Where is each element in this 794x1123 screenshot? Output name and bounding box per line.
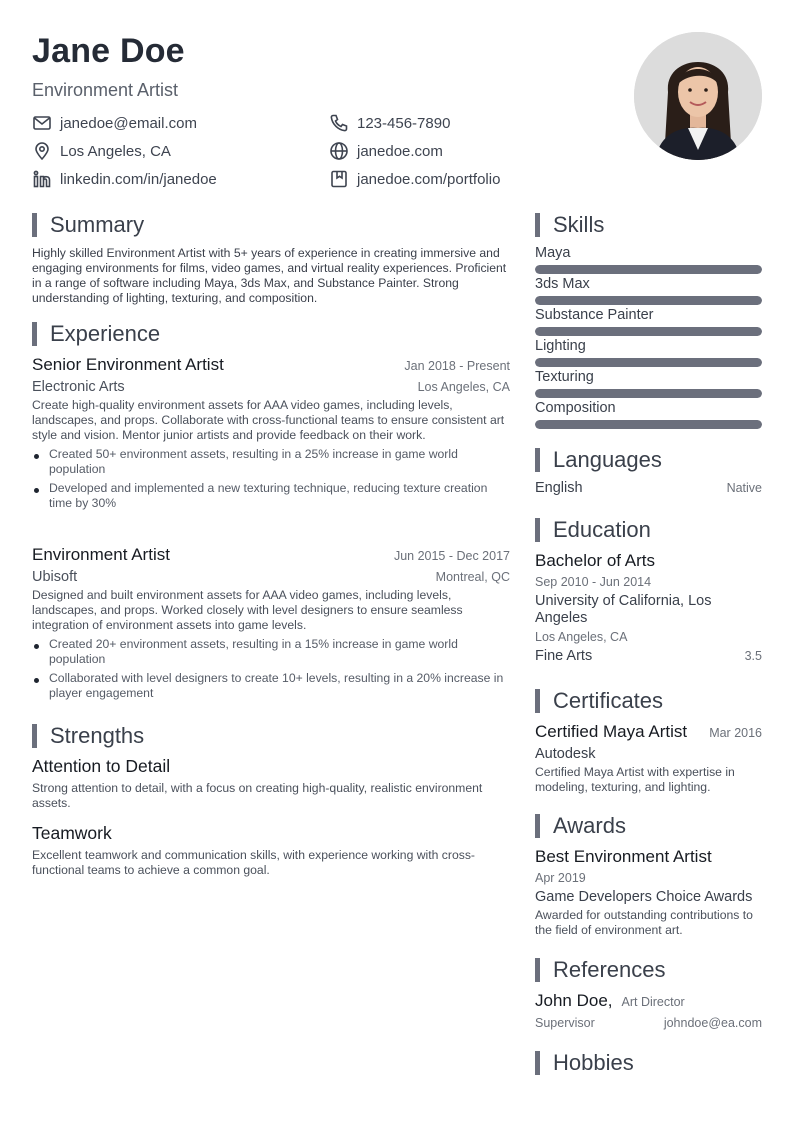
skill-name: Maya (535, 245, 571, 261)
heading-accent-bar (32, 322, 37, 346)
heading-accent-bar (32, 724, 37, 748)
reference-email[interactable]: johndoe@ea.com (663, 1016, 762, 1030)
job-bullet: Created 20+ environment assets, resulting in a 15% increase in game world population (32, 637, 510, 667)
strength-title: Attention to Detail (32, 756, 171, 776)
email-text: janedoe@email.com (60, 114, 197, 132)
globe-icon (329, 141, 349, 161)
linkedin-icon (32, 169, 52, 189)
award-entry (535, 847, 762, 938)
job-bullets (32, 447, 510, 511)
language-item (535, 480, 762, 496)
contact-linkedin[interactable] (32, 169, 217, 189)
certificate-entry (535, 722, 762, 795)
skill-level-fill (535, 296, 762, 305)
candidate-name: Jane Doe (32, 32, 185, 70)
skills-heading-text: Skills (553, 212, 605, 237)
skill-item (535, 276, 762, 307)
skill-level-fill (535, 389, 762, 398)
languages-heading-text: Languages (553, 447, 662, 472)
skill-item (535, 338, 762, 369)
job-bullet: Created 50+ environment assets, resulting in a 25% increase in game world population (32, 447, 510, 477)
skill-bar (535, 327, 762, 336)
job-bullet: Developed and implemented a new texturing technique, reducing texture creation time by 30% (32, 481, 510, 511)
language-level: Native (726, 481, 762, 495)
awards-heading-text: Awards (553, 813, 626, 838)
strength-title: Teamwork (32, 823, 112, 843)
education-heading (535, 517, 651, 543)
heading-accent-bar (535, 518, 540, 542)
skill-bar (535, 265, 762, 274)
heading-accent-bar (32, 213, 37, 237)
contact-location (32, 141, 171, 161)
strength-item (32, 756, 510, 811)
phone-icon (329, 113, 349, 133)
skill-item (535, 245, 762, 276)
certificate-text: Certified Maya Artist with expertise in modeling, texturing, and lighting. (535, 765, 735, 794)
awards-heading (535, 813, 626, 839)
job-date: Jan 2018 - Present (404, 359, 510, 373)
skill-level-fill (535, 327, 762, 336)
linkedin-text: linkedin.com/in/janedoe (60, 170, 217, 188)
heading-accent-bar (535, 213, 540, 237)
job-company: Electronic Arts (32, 379, 125, 395)
contact-phone[interactable] (329, 113, 450, 133)
skill-bar (535, 389, 762, 398)
language-name: English (535, 480, 583, 496)
summary-text: Highly skilled Environment Artist with 5+ years of experience in creating immersive and engaging environments for films, video games, and virtual reality experiences. Proficient in a range of software including Maya, 3ds Max, and Substance Painter. Strong understanding of lighting, texturing, and composition. (32, 246, 507, 305)
education-entry (535, 551, 762, 664)
hobbies-heading-text: Hobbies (553, 1050, 634, 1075)
skill-level-fill (535, 358, 762, 367)
reference-name: John Doe, (535, 991, 613, 1010)
field-of-study: Fine Arts (535, 648, 593, 664)
strength-text: Excellent teamwork and communication skills, with experience working with cross-functional teams to achieve a common goal. (32, 848, 475, 877)
job-location: Los Angeles, CA (417, 380, 510, 394)
heading-accent-bar (535, 958, 540, 982)
profile-photo (634, 32, 762, 160)
award-text: Awarded for outstanding contributions to the field of environment art. (535, 908, 753, 937)
strengths-heading (32, 723, 144, 749)
references-heading-text: References (553, 957, 666, 982)
heading-accent-bar (535, 814, 540, 838)
skill-item (535, 400, 762, 431)
job-location: Montreal, QC (435, 570, 510, 584)
job-description: Designed and built environment assets for AAA video games, including levels, landscapes, and props. Worked closely with level designers to ensure seamless integration of environment assets into game levels. (32, 588, 463, 632)
skill-name: Lighting (535, 338, 586, 354)
bookmark-icon (329, 169, 349, 189)
job-title: Environment Artist (32, 545, 170, 564)
school-location: Los Angeles, CA (535, 630, 628, 644)
certificates-heading (535, 688, 663, 714)
contact-email[interactable] (32, 113, 197, 133)
strengths-heading-text: Strengths (50, 723, 145, 748)
certificate-date: Mar 2016 (709, 726, 762, 740)
job-date: Jun 2015 - Dec 2017 (393, 549, 510, 563)
contact-website[interactable] (329, 141, 443, 161)
candidate-role: Environment Artist (32, 80, 179, 100)
job-entry (32, 355, 510, 515)
contact-portfolio[interactable] (329, 169, 500, 189)
heading-accent-bar (535, 448, 540, 472)
award-title: Best Environment Artist (535, 847, 712, 866)
strength-item (32, 823, 510, 878)
website-text: janedoe.com (357, 142, 443, 160)
school-name: University of California, Los Angeles (535, 593, 712, 626)
strength-text: Strong attention to detail, with a focus on creating high-quality, realistic environment assets. (32, 781, 483, 810)
skills-heading (535, 212, 604, 238)
skill-name: Texturing (535, 369, 594, 385)
summary-heading (32, 212, 144, 238)
certificate-issuer: Autodesk (535, 746, 596, 762)
certificate-title: Certified Maya Artist (535, 722, 688, 741)
skill-bar (535, 420, 762, 429)
skill-level-fill (535, 265, 762, 274)
degree: Bachelor of Arts (535, 551, 656, 570)
certificates-heading-text: Certificates (553, 688, 664, 713)
location-text: Los Angeles, CA (60, 142, 171, 160)
experience-heading-text: Experience (50, 321, 161, 346)
skill-name: 3ds Max (535, 276, 590, 292)
job-company: Ubisoft (32, 569, 78, 585)
award-issuer: Game Developers Choice Awards (535, 889, 753, 905)
reference-relation: Supervisor (535, 1016, 595, 1030)
references-heading (535, 957, 666, 983)
skill-item (535, 369, 762, 400)
education-heading-text: Education (553, 517, 651, 542)
envelope-icon (32, 113, 52, 133)
skill-name: Substance Painter (535, 307, 654, 323)
languages-heading (535, 447, 662, 473)
job-title: Senior Environment Artist (32, 355, 224, 374)
job-bullet: Collaborated with level designers to create 10+ levels, resulting in a 20% increase in player engagement (32, 671, 510, 701)
map-pin-icon (32, 141, 52, 161)
experience-heading (32, 321, 160, 347)
job-description: Create high-quality environment assets for AAA video games, including levels, landscapes, and props. Collaborate with cross-functional teams to ensure consistent art style and vision. Mentor junior artists and provide feedback on their work. (32, 398, 505, 442)
phone-text: 123-456-7890 (357, 114, 451, 132)
summary-heading-text: Summary (50, 212, 145, 237)
skill-level-fill (535, 420, 762, 429)
reference-entry (535, 991, 762, 1030)
skills-list (535, 245, 762, 431)
reference-role: Art Director (621, 995, 685, 1009)
skill-bar (535, 296, 762, 305)
heading-accent-bar (535, 689, 540, 713)
job-bullets (32, 637, 510, 701)
education-date: Sep 2010 - Jun 2014 (535, 575, 652, 589)
portfolio-text: janedoe.com/portfolio (357, 170, 501, 188)
job-entry (32, 545, 510, 705)
gpa: 3.5 (744, 649, 762, 663)
skill-bar (535, 358, 762, 367)
skill-name: Composition (535, 400, 616, 416)
heading-accent-bar (535, 1051, 540, 1075)
award-date: Apr 2019 (535, 871, 586, 885)
hobbies-heading (535, 1050, 634, 1076)
skill-item (535, 307, 762, 338)
